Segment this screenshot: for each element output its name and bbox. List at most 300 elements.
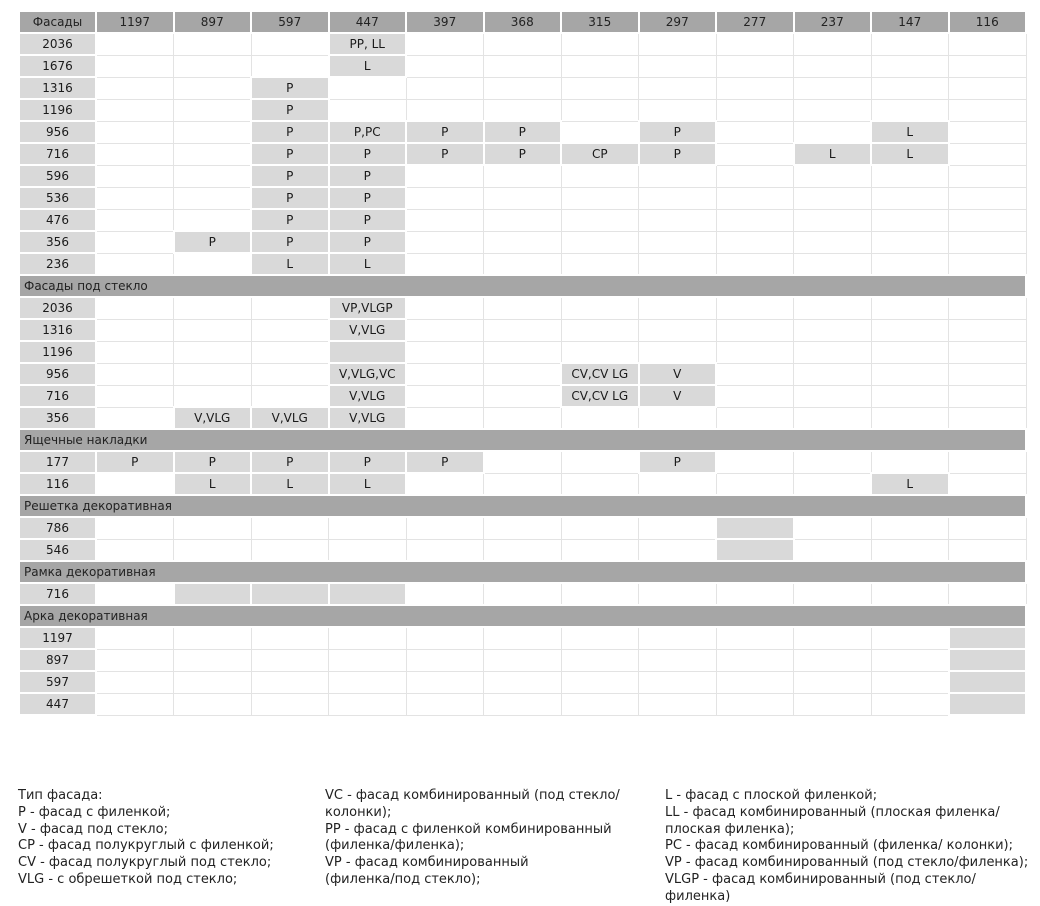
table-cell-empty (561, 319, 639, 341)
table-cell-empty (484, 253, 562, 275)
table-row (19, 165, 1026, 187)
section-title: Арка декоративная (19, 605, 1026, 627)
table-row (19, 693, 1026, 715)
table-cell-empty (484, 363, 562, 385)
table-cell-empty (639, 187, 717, 209)
table-cell-empty (484, 187, 562, 209)
table-cell-empty (794, 77, 872, 99)
table-cell-available: L (174, 473, 252, 495)
column-header: 147 (871, 11, 949, 33)
table-cell-empty (716, 187, 794, 209)
table-cell-available: P,PC (329, 121, 407, 143)
table-cell-empty (794, 407, 872, 429)
table-cell-empty (561, 253, 639, 275)
row-label: 2036 (19, 297, 96, 319)
table-cell-empty (406, 209, 484, 231)
table-cell-empty (794, 693, 872, 715)
table-cell-empty (96, 143, 174, 165)
table-row (19, 363, 1026, 385)
table-cell-empty (561, 539, 639, 561)
table-cell-empty (871, 627, 949, 649)
table-cell-empty (871, 671, 949, 693)
table-cell-empty (949, 473, 1027, 495)
table-cell-available: P (484, 121, 562, 143)
table-cell-empty (484, 33, 562, 55)
row-label: 177 (19, 451, 96, 473)
section-header-row (19, 605, 1026, 627)
table-cell-empty (871, 407, 949, 429)
table-cell-available (716, 517, 794, 539)
table-cell-empty (251, 671, 329, 693)
table-cell-empty (174, 649, 252, 671)
table-cell-empty (96, 319, 174, 341)
column-header: 237 (794, 11, 872, 33)
table-row (19, 77, 1026, 99)
table-cell-empty (871, 539, 949, 561)
table-cell-empty (484, 209, 562, 231)
table-cell-empty (561, 671, 639, 693)
table-row (19, 451, 1026, 473)
table-cell-empty (96, 77, 174, 99)
table-cell-empty (949, 341, 1027, 363)
table-cell-empty (949, 55, 1027, 77)
table-cell-empty (949, 583, 1027, 605)
table-row (19, 539, 1026, 561)
table-cell-empty (561, 649, 639, 671)
table-cell-empty (174, 671, 252, 693)
table-cell-empty (96, 407, 174, 429)
table-cell-available: P (329, 165, 407, 187)
table-cell-empty (949, 363, 1027, 385)
legend-line: плоская филенка); (665, 821, 795, 837)
table-cell-empty (251, 363, 329, 385)
table-cell-empty (716, 297, 794, 319)
table-cell-empty (794, 363, 872, 385)
table-cell-empty (639, 253, 717, 275)
table-cell-empty (949, 165, 1027, 187)
table-cell-empty (174, 165, 252, 187)
table-cell-empty (716, 33, 794, 55)
table-cell-available: P (406, 143, 484, 165)
row-label: 2036 (19, 33, 96, 55)
table-cell-available: P (251, 451, 329, 473)
table-cell-available (949, 649, 1027, 671)
table-cell-empty (96, 253, 174, 275)
table-cell-available: V,VLG (174, 407, 252, 429)
table-cell-empty (639, 671, 717, 693)
row-label: 716 (19, 583, 96, 605)
table-cell-empty (716, 55, 794, 77)
table-cell-empty (174, 363, 252, 385)
table-cell-available (174, 583, 252, 605)
table-cell-empty (406, 407, 484, 429)
table-cell-empty (871, 451, 949, 473)
table-cell-empty (716, 341, 794, 363)
table-cell-empty (639, 341, 717, 363)
table-cell-empty (561, 99, 639, 121)
table-cell-available (949, 693, 1027, 715)
table-cell-empty (639, 297, 717, 319)
table-cell-empty (484, 385, 562, 407)
table-cell-empty (406, 253, 484, 275)
column-header: 897 (174, 11, 252, 33)
table-cell-empty (794, 99, 872, 121)
table-cell-available (949, 671, 1027, 693)
table-cell-empty (96, 165, 174, 187)
table-cell-empty (406, 363, 484, 385)
table-cell-available: V,VLG (251, 407, 329, 429)
table-cell-empty (251, 33, 329, 55)
table-cell-empty (639, 77, 717, 99)
table-cell-empty (871, 77, 949, 99)
table-cell-empty (561, 627, 639, 649)
table-cell-empty (716, 407, 794, 429)
section-title: Рамка декоративная (19, 561, 1026, 583)
table-cell-available: L (329, 473, 407, 495)
table-row (19, 297, 1026, 319)
table-cell-empty (949, 319, 1027, 341)
legend-line: (филенка/филенка); (325, 838, 465, 854)
table-cell-empty (871, 209, 949, 231)
row-label: 1316 (19, 77, 96, 99)
legend-column-3 (665, 788, 1035, 906)
table-cell-empty (871, 231, 949, 253)
table-cell-empty (96, 209, 174, 231)
row-label: 1316 (19, 319, 96, 341)
table-cell-empty (251, 627, 329, 649)
table-cell-empty (484, 77, 562, 99)
table-cell-empty (406, 165, 484, 187)
table-cell-empty (639, 319, 717, 341)
table-cell-empty (174, 187, 252, 209)
row-label: 116 (19, 473, 96, 495)
table-cell-empty (406, 319, 484, 341)
table-cell-empty (561, 517, 639, 539)
table-cell-empty (871, 583, 949, 605)
table-cell-empty (484, 55, 562, 77)
section-header-row (19, 561, 1026, 583)
table-cell-available (251, 583, 329, 605)
legend-line: LL - фасад комбинированный (плоская филенка/ (665, 804, 1000, 820)
table-cell-available: V,VLG (329, 319, 407, 341)
table-cell-empty (96, 539, 174, 561)
table-cell-empty (794, 33, 872, 55)
row-label: 236 (19, 253, 96, 275)
table-row (19, 143, 1026, 165)
table-row (19, 253, 1026, 275)
table-cell-empty (639, 627, 717, 649)
table-cell-empty (329, 517, 407, 539)
table-cell-empty (871, 55, 949, 77)
table-cell-empty (561, 209, 639, 231)
table-cell-empty (639, 517, 717, 539)
table-cell-available: P (329, 451, 407, 473)
table-cell-empty (639, 165, 717, 187)
table-cell-available: P (96, 451, 174, 473)
table-cell-empty (794, 385, 872, 407)
table-row (19, 385, 1026, 407)
table-cell-empty (639, 583, 717, 605)
table-cell-empty (561, 165, 639, 187)
row-label: 1196 (19, 99, 96, 121)
table-cell-available: L (251, 253, 329, 275)
row-label: 356 (19, 407, 96, 429)
table-cell-empty (484, 583, 562, 605)
table-cell-empty (949, 539, 1027, 561)
section-title: Решетка декоративная (19, 495, 1026, 517)
table-cell-available: CV,CV LG (561, 385, 639, 407)
header-row (19, 11, 1026, 33)
table-cell-empty (251, 55, 329, 77)
table-cell-empty (406, 99, 484, 121)
table-cell-available: P (174, 451, 252, 473)
table-cell-available: PP, LL (329, 33, 407, 55)
table-cell-available (949, 627, 1027, 649)
table-cell-empty (794, 209, 872, 231)
table-cell-empty (561, 77, 639, 99)
table-cell-empty (96, 627, 174, 649)
section-title: Ящечные накладки (19, 429, 1026, 451)
table-cell-empty (96, 99, 174, 121)
table-cell-empty (949, 297, 1027, 319)
table-cell-empty (949, 407, 1027, 429)
table-cell-available: P (251, 165, 329, 187)
row-label: 536 (19, 187, 96, 209)
column-header: 315 (561, 11, 639, 33)
table-cell-available: VP,VLGP (329, 297, 407, 319)
table-cell-empty (329, 99, 407, 121)
table-cell-empty (561, 583, 639, 605)
legend-line: колонки); (325, 804, 392, 820)
row-label: 597 (19, 671, 96, 693)
column-header: 447 (329, 11, 407, 33)
legend-column-1 (18, 788, 308, 889)
table-cell-empty (716, 143, 794, 165)
column-header: 597 (251, 11, 329, 33)
table-cell-empty (794, 627, 872, 649)
table-cell-empty (561, 297, 639, 319)
table-cell-empty (484, 473, 562, 495)
legend-line: L - фасад с плоской филенкой; (665, 788, 878, 803)
table-row (19, 341, 1026, 363)
row-label: 1196 (19, 341, 96, 363)
legend-line: P - фасад с филенкой; (18, 804, 171, 820)
row-label: 1676 (19, 55, 96, 77)
table-cell-empty (639, 231, 717, 253)
table-cell-empty (329, 77, 407, 99)
table-cell-empty (96, 187, 174, 209)
table-cell-empty (96, 583, 174, 605)
table-cell-empty (174, 693, 252, 715)
table-cell-empty (949, 385, 1027, 407)
table-cell-empty (794, 473, 872, 495)
table-cell-empty (96, 121, 174, 143)
legend-line: PP - фасад с филенкой комбинированный (325, 821, 612, 837)
table-cell-empty (484, 319, 562, 341)
table-cell-empty (406, 539, 484, 561)
table-cell-empty (174, 55, 252, 77)
table-cell-empty (484, 231, 562, 253)
table-cell-empty (871, 693, 949, 715)
row-label: 786 (19, 517, 96, 539)
table-cell-empty (871, 649, 949, 671)
table-cell-available: P (251, 209, 329, 231)
table-cell-empty (329, 671, 407, 693)
legend-line: VP - фасад комбинированный (под стекло/филенка); (665, 855, 1029, 871)
table-cell-available: L (871, 143, 949, 165)
table-cell-empty (174, 297, 252, 319)
table-cell-available: P (251, 77, 329, 99)
table-cell-empty (329, 693, 407, 715)
table-cell-empty (639, 33, 717, 55)
table-cell-empty (949, 209, 1027, 231)
table-cell-empty (96, 693, 174, 715)
table-cell-available: P (251, 143, 329, 165)
table-row (19, 517, 1026, 539)
table-cell-empty (561, 693, 639, 715)
table-cell-empty (406, 671, 484, 693)
table-cell-empty (484, 649, 562, 671)
table-cell-available: P (406, 451, 484, 473)
table-cell-empty (871, 187, 949, 209)
table-cell-empty (716, 77, 794, 99)
table-cell-available: V,VLG,VC (329, 363, 407, 385)
table-cell-empty (406, 187, 484, 209)
table-cell-empty (639, 693, 717, 715)
table-cell-empty (871, 385, 949, 407)
table-cell-empty (174, 539, 252, 561)
table-cell-available: P (329, 143, 407, 165)
table-cell-empty (251, 297, 329, 319)
table-cell-empty (561, 33, 639, 55)
table-cell-available: L (329, 253, 407, 275)
facade-sizes-table (18, 10, 1027, 716)
table-cell-empty (174, 627, 252, 649)
table-cell-empty (871, 253, 949, 275)
column-header: 1197 (96, 11, 174, 33)
table-cell-empty (561, 55, 639, 77)
table-row (19, 187, 1026, 209)
table-cell-available: P (639, 143, 717, 165)
table-cell-available: V,VLG (329, 385, 407, 407)
table-cell-empty (96, 55, 174, 77)
row-label: 716 (19, 385, 96, 407)
table-cell-available: P (484, 143, 562, 165)
table-cell-empty (561, 121, 639, 143)
table-cell-empty (794, 539, 872, 561)
table-cell-available: L (251, 473, 329, 495)
table-cell-empty (639, 55, 717, 77)
table-cell-empty (406, 693, 484, 715)
table-cell-empty (406, 583, 484, 605)
table-cell-empty (96, 385, 174, 407)
legend-line: VLG - с обрешеткой под стекло; (18, 871, 238, 887)
table-cell-empty (406, 33, 484, 55)
table-cell-empty (871, 319, 949, 341)
table-cell-empty (794, 121, 872, 143)
table-cell-empty (484, 539, 562, 561)
table-row (19, 209, 1026, 231)
table-cell-empty (406, 517, 484, 539)
table-cell-available: V,VLG (329, 407, 407, 429)
table-cell-empty (406, 231, 484, 253)
table-cell-empty (794, 451, 872, 473)
table-cell-empty (639, 649, 717, 671)
table-cell-empty (484, 671, 562, 693)
table-cell-empty (949, 33, 1027, 55)
row-label: 447 (19, 693, 96, 715)
table-cell-empty (716, 671, 794, 693)
table-cell-empty (639, 209, 717, 231)
table-cell-empty (716, 649, 794, 671)
table-cell-empty (174, 341, 252, 363)
table-cell-empty (639, 539, 717, 561)
table-cell-empty (949, 231, 1027, 253)
table-cell-empty (716, 121, 794, 143)
table-cell-empty (716, 165, 794, 187)
table-cell-empty (794, 55, 872, 77)
table-cell-available: P (329, 187, 407, 209)
table-cell-empty (794, 341, 872, 363)
table-cell-available: P (329, 231, 407, 253)
table-cell-available: P (174, 231, 252, 253)
table-cell-empty (716, 473, 794, 495)
row-label: 956 (19, 363, 96, 385)
table-cell-empty (484, 517, 562, 539)
table-cell-empty (794, 517, 872, 539)
table-cell-empty (639, 407, 717, 429)
table-cell-empty (329, 627, 407, 649)
table-cell-empty (96, 473, 174, 495)
table-cell-empty (174, 77, 252, 99)
table-cell-empty (639, 473, 717, 495)
table-cell-empty (251, 341, 329, 363)
legend-line: CV - фасад полукруглый под стекло; (18, 855, 272, 871)
legend-line: Тип фасада: (18, 788, 103, 803)
table-cell-empty (639, 99, 717, 121)
table-cell-empty (174, 33, 252, 55)
table-cell-empty (484, 341, 562, 363)
table-cell-empty (251, 319, 329, 341)
legend-line: V - фасад под стекло; (18, 821, 168, 837)
table-cell-empty (561, 187, 639, 209)
table-cell-available: L (871, 121, 949, 143)
table-cell-empty (561, 341, 639, 363)
table-cell-empty (174, 99, 252, 121)
table-cell-empty (484, 99, 562, 121)
table-cell-empty (96, 297, 174, 319)
table-row (19, 407, 1026, 429)
section-header-row (19, 495, 1026, 517)
table-row (19, 121, 1026, 143)
section-header-row (19, 429, 1026, 451)
table-cell-empty (716, 583, 794, 605)
column-header: 397 (406, 11, 484, 33)
table-cell-empty (716, 99, 794, 121)
table-row (19, 649, 1026, 671)
table-cell-empty (794, 231, 872, 253)
table-cell-empty (96, 671, 174, 693)
table-cell-empty (561, 407, 639, 429)
table-cell-empty (949, 253, 1027, 275)
table-cell-available (329, 341, 407, 363)
table-cell-available: V (639, 363, 717, 385)
table-cell-empty (949, 77, 1027, 99)
table-cell-empty (871, 33, 949, 55)
table-cell-available (716, 539, 794, 561)
table-cell-empty (406, 297, 484, 319)
table-cell-empty (561, 473, 639, 495)
